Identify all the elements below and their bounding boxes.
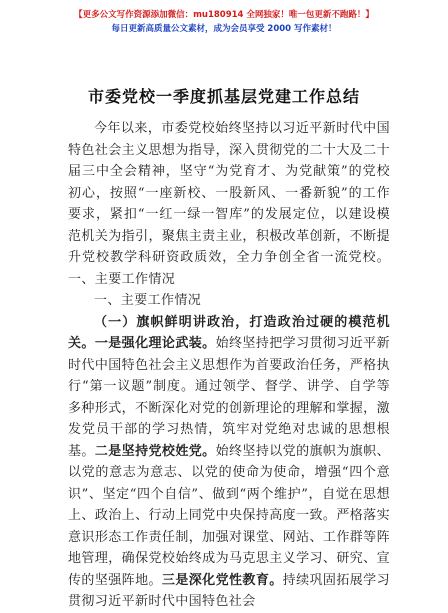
promo-line-1: 【更多公文写作资源添加微信：mu180914 全网独家！唯一包更新不跑路！】 <box>74 10 374 20</box>
body-text: 持续巩固拓展学习贯彻习近平新时代中国特色社会 <box>68 572 390 609</box>
subheading-text: （一）旗帜鲜明讲政治，打造政治过硬的模范机关。一是强化理论武装。 <box>68 314 390 351</box>
body-paragraph <box>68 312 390 613</box>
body-text: 始终坚持把学习贯彻习近平新时代中国特色社会主义思想作为首要政治任务，严格执行“第一议题”制度。通过领学、督学、讲学、自学等多种形式，不断深化对党的创新理论的理解和掌握，激发党员干部的学习热情，筑牢对党绝对忠诚的思想根基。 <box>68 336 390 459</box>
document-body <box>68 118 390 613</box>
body-text: 始终坚持以党的旗帜为旗帜、以党的意志为意志、以党的使命为使命，增强“四个意识”、坚定“四个自信”、做到“两个维护”，自觉在思想上、政治上、行动上同党中央保持高度一致。严格落实意识形态工作责任制，加强对课堂、网站、工作群等阵地管理，确保党校始终成为马克思主义学习、研究、宣传的坚强阵地。 <box>68 443 390 588</box>
document-title: 市委党校一季度抓基层党建工作总结 <box>87 87 360 106</box>
subheading-text: 二是坚持党校姓党。 <box>94 443 216 459</box>
intro-paragraph: 今年以来，市委党校始终坚持以习近平新时代中国特色社会主义思想为指导，深入贯彻党的二十大及二十届三中全会精神，坚守“为党育才、为党献策”的党校初心，按照“一座新校、一股新风、一番新貌”的工作要求，紧扣“一红一绿一智库”的发展定位，以建设模范机关为指引，聚焦主责主业，积极改革创新，不断提升党校教学科研资政质效，全力争创全省一流党校。一、主要工作情况 <box>68 121 390 287</box>
subheading-text: 三是深化党性教育。 <box>161 572 283 588</box>
section-heading: 一、主要工作情况 <box>94 293 202 308</box>
promo-banner <box>0 8 448 36</box>
promo-line-2: 每日更新高质量公文素材，成为会员享受 2000 写作素材！ <box>111 24 337 34</box>
